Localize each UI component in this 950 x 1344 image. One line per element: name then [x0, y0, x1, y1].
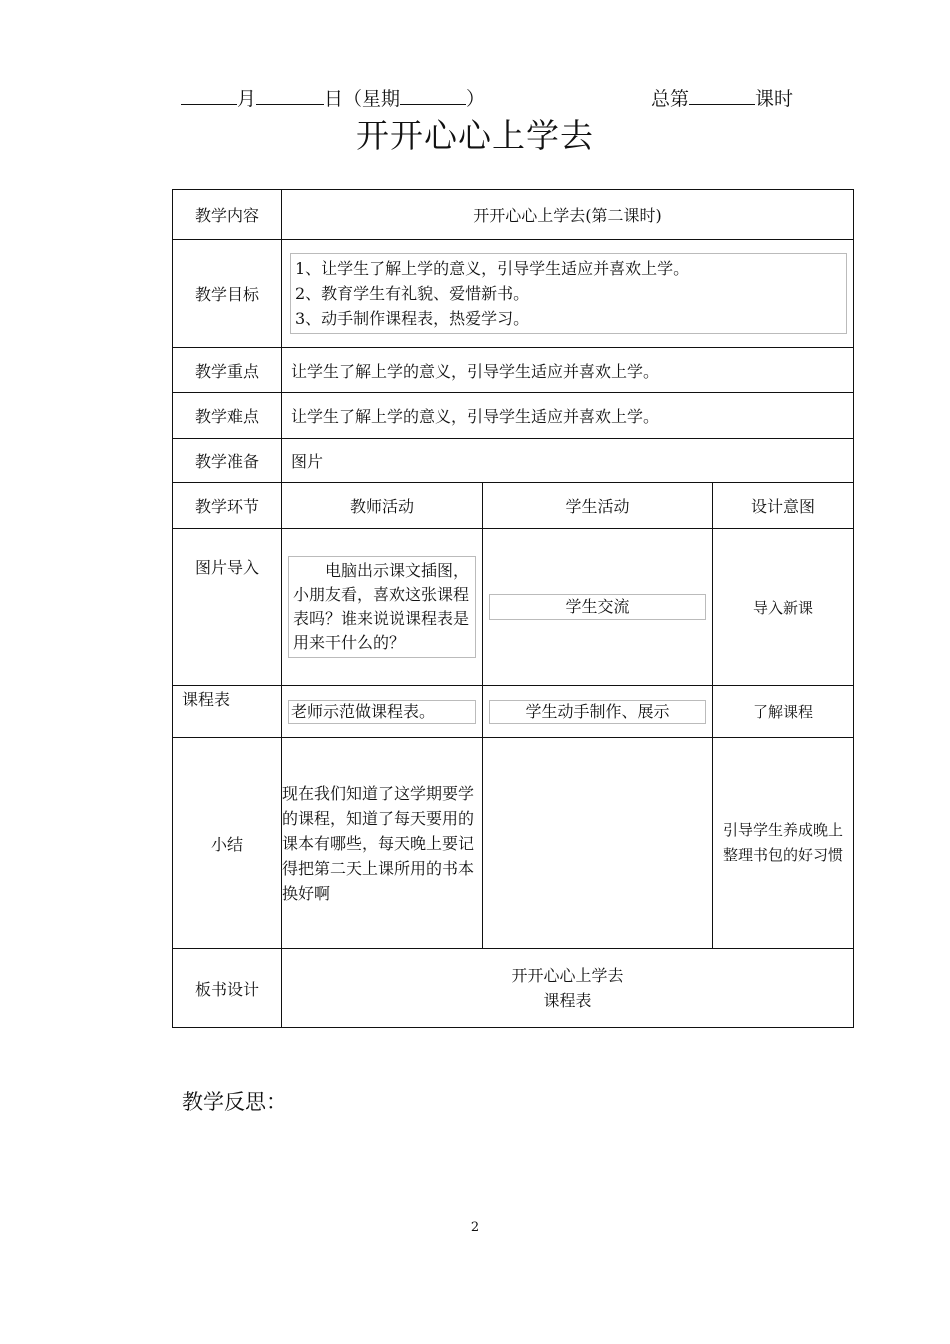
student-activity	[483, 738, 713, 949]
weekday-blank	[400, 85, 466, 105]
board-row	[173, 949, 854, 1028]
board-label: 板书设计	[173, 949, 282, 1028]
table-row	[173, 738, 854, 949]
board-line: 课程表	[543, 991, 592, 1010]
col-stage-header: 教学环节	[173, 483, 282, 529]
difficult-value: 让学生了解上学的意义，引导学生适应并喜欢上学。	[282, 393, 854, 439]
stage-cell: 图片导入	[173, 529, 282, 686]
goals-label: 教学目标	[173, 240, 282, 348]
col-teacher-header: 教师活动	[282, 483, 483, 529]
content-value: 开开心心上学去(第二课时)	[282, 190, 854, 240]
table-row	[173, 529, 854, 686]
prep-value: 图片	[282, 439, 854, 483]
design-cell: 导入新课	[713, 529, 854, 686]
table-row	[173, 686, 854, 738]
board-line: 开开心心上学去	[511, 966, 624, 985]
student-activity: 学生动手制作、展示	[489, 700, 706, 724]
goals-list	[290, 253, 847, 334]
goals-row	[173, 240, 854, 348]
board-content	[282, 949, 854, 1028]
stage-cell: 课程表	[173, 686, 282, 738]
goal-item: 1、让学生了解上学的意义，引导学生适应并喜欢上学。	[295, 259, 690, 278]
lesson-plan-table	[172, 189, 854, 1028]
teacher-cell	[282, 686, 483, 738]
student-activity: 学生交流	[489, 594, 706, 620]
key-value: 让学生了解上学的意义，引导学生适应并喜欢上学。	[282, 348, 854, 393]
stage-cell: 小结	[173, 738, 282, 949]
day-blank	[256, 85, 324, 105]
teacher-activity: 老师示范做课程表。	[288, 700, 476, 724]
lesson-count-blank	[689, 85, 755, 105]
goal-item: 3、动手制作课程表，热爱学习。	[295, 309, 530, 328]
lesson-count-line	[651, 84, 793, 111]
teacher-activity: 现在我们知道了这学期要学的课程，知道了每天要用的课本有哪些，每天晚上要记得把第二天上课所用的书本换好啊	[282, 738, 483, 949]
difficult-label: 教学难点	[173, 393, 282, 439]
lesson-count-suffix: 课时	[755, 88, 794, 110]
content-label: 教学内容	[173, 190, 282, 240]
teacher-activity: 电脑出示课文插图，小朋友看，喜欢这张课程表吗？谁来说说课程表是用来干什么的？	[288, 556, 476, 658]
col-student-header: 学生活动	[483, 483, 713, 529]
col-design-header: 设计意图	[713, 483, 854, 529]
page-number: 2	[470, 1220, 480, 1235]
student-cell	[483, 686, 713, 738]
difficult-row	[173, 393, 854, 439]
goal-item: 2、教育学生有礼貌、爱惜新书。	[295, 284, 530, 303]
student-cell	[483, 529, 713, 686]
month-label: 月	[237, 88, 257, 110]
goals-cell	[282, 240, 854, 348]
design-cell: 引导学生养成晚上整理书包的好习惯	[713, 738, 854, 949]
month-blank	[181, 85, 237, 105]
prep-row	[173, 439, 854, 483]
weekday-close: ）	[466, 88, 486, 110]
reflection-label: 教学反思：	[182, 1090, 287, 1114]
prep-label: 教学准备	[173, 439, 282, 483]
design-cell: 了解课程	[713, 686, 854, 738]
key-label: 教学重点	[173, 348, 282, 393]
teacher-cell	[282, 529, 483, 686]
day-label: 日（星期	[324, 88, 401, 110]
content-row	[173, 190, 854, 240]
date-line	[181, 84, 485, 111]
page-title: 开开心心上学去	[356, 116, 594, 155]
lesson-count-prefix: 总第	[651, 88, 690, 110]
column-header-row	[173, 483, 854, 529]
key-row	[173, 348, 854, 393]
